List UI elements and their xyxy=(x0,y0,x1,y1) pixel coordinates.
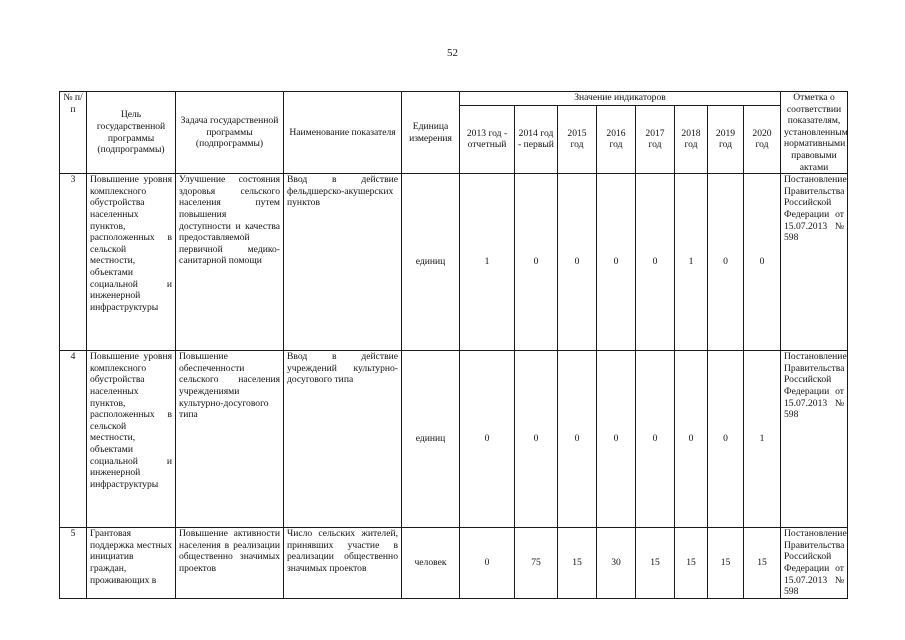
row-value-2018: 15 xyxy=(675,528,708,599)
row-value-2016: 0 xyxy=(597,351,636,528)
header-indicator: Наименование показателя xyxy=(284,92,402,174)
row-note: Постановление Правительства Российской Федерации от 15.07.2013 № 598 xyxy=(781,174,848,351)
header-task: Задача государственной программы (подпрограммы) xyxy=(176,92,284,174)
row-value-2018: 0 xyxy=(675,351,708,528)
header-values-group: Значение индикаторов xyxy=(460,92,781,106)
row-value-2014: 0 xyxy=(515,351,558,528)
table-row xyxy=(60,174,848,351)
row-value-2015: 0 xyxy=(558,351,597,528)
row-value-2019: 15 xyxy=(708,528,744,599)
row-value-2014: 75 xyxy=(515,528,558,599)
row-value-2017: 0 xyxy=(636,174,675,351)
row-indicator: Число сельских жителей, принявших участие в реализации общественно значимых проектов xyxy=(284,528,402,599)
row-value-2019: 0 xyxy=(708,351,744,528)
indicators-table xyxy=(59,91,848,599)
header-year-2020: 2020 год xyxy=(744,105,781,174)
row-value-2016: 30 xyxy=(597,528,636,599)
row-unit: единиц xyxy=(402,174,460,351)
table-row xyxy=(60,351,848,528)
row-unit: человек xyxy=(402,528,460,599)
row-value-2016: 0 xyxy=(597,174,636,351)
header-year-2015: 2015 год xyxy=(558,105,597,174)
row-goal: Грантовая поддержка местных инициатив граждан, проживающих в xyxy=(87,528,176,599)
row-value-2015: 0 xyxy=(558,174,597,351)
header-year-2018: 2018 год xyxy=(675,105,708,174)
table-row xyxy=(60,528,848,599)
header-year-2017: 2017 год xyxy=(636,105,675,174)
header-year-2019: 2019 год xyxy=(708,105,744,174)
row-task: Улучшение состояния здоровья сельского населения путем повышения доступности и качества предоставляемой первичной медико-санитарной помощи xyxy=(176,174,284,351)
row-note: Постановление Правительства Российской Федерации от 15.07.2013 № 598 xyxy=(781,528,848,599)
row-value-2014: 0 xyxy=(515,174,558,351)
row-unit: единиц xyxy=(402,351,460,528)
row-value-2020: 1 xyxy=(744,351,781,528)
header-goal: Цель государственной программы (подпрограммы) xyxy=(87,92,176,174)
row-number: 5 xyxy=(60,528,87,599)
row-goal: Повышение уровня комплексного обустройства населенных пунктов, расположенных в сельской местности, объектами социальной и инженерной инфраструктуры xyxy=(87,174,176,351)
row-number: 4 xyxy=(60,351,87,528)
row-indicator: Ввод в действие учреждений культурно-досугового типа xyxy=(284,351,402,528)
row-value-2013: 1 xyxy=(460,174,515,351)
header-unit: Единица измерения xyxy=(402,92,460,174)
header-year-2013: 2013 год - отчетный xyxy=(460,105,515,174)
page-number: 52 xyxy=(447,47,458,59)
row-number: 3 xyxy=(60,174,87,351)
row-indicator: Ввод в действие фельдшерско-акушерских пунктов xyxy=(284,174,402,351)
row-value-2019: 0 xyxy=(708,174,744,351)
row-task: Повышение обеспеченности сельского населения учреждениями культурно-досугового типа xyxy=(176,351,284,528)
row-value-2013: 0 xyxy=(460,351,515,528)
row-goal: Повышение уровня комплексного обустройства населенных пунктов, расположенных в сельской местности, объектами социальной и инженерной инфраструктуры xyxy=(87,351,176,528)
header-year-2014: 2014 год - первый xyxy=(515,105,558,174)
header-no: № п/п xyxy=(60,92,87,174)
row-value-2018: 1 xyxy=(675,174,708,351)
row-value-2020: 0 xyxy=(744,174,781,351)
row-value-2020: 15 xyxy=(744,528,781,599)
row-value-2015: 15 xyxy=(558,528,597,599)
header-year-2016: 2016 год xyxy=(597,105,636,174)
row-value-2017: 0 xyxy=(636,351,675,528)
row-value-2013: 0 xyxy=(460,528,515,599)
row-value-2017: 15 xyxy=(636,528,675,599)
row-task: Повышение активности населения в реализации общественно значимых проектов xyxy=(176,528,284,599)
row-note: Постановление Правительства Российской Федерации от 15.07.2013 № 598 xyxy=(781,351,848,528)
header-note: Отметка о соответствии показателям, установленным нормативными правовыми актами xyxy=(781,92,848,174)
